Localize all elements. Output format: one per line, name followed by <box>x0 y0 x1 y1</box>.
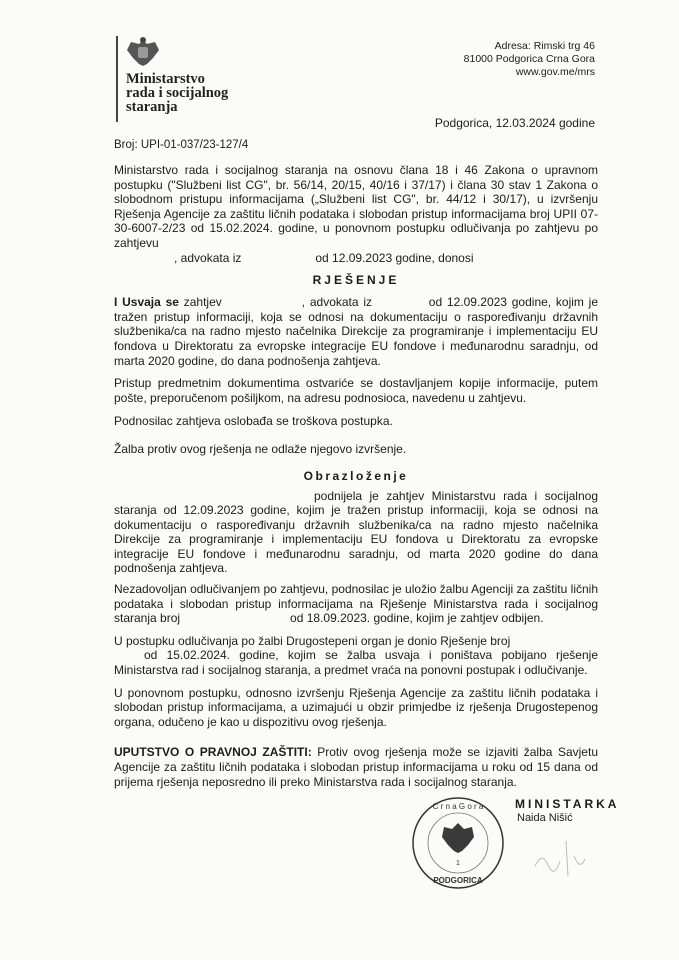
intro-tail: , advokata iz <box>174 250 242 265</box>
ministry-line: staranja <box>126 99 178 115</box>
reasoning-paragraph-2 <box>114 582 598 626</box>
document-date: Podgorica, 12.03.2024 godine <box>434 116 595 130</box>
document-number: Broj: UPI-01-037/23-127/4 <box>114 139 249 151</box>
signature-area <box>114 791 620 901</box>
text: od 15.02.2024. godine, kojim se žalba usvaja i poništava pobijano rješenje Ministarstva rad i socijalnog staranja, a predmet vraća na ponovni postupak i odlučivanje. <box>114 648 598 678</box>
signatory-name: Naida Nišić <box>517 812 573 825</box>
handwritten-signature <box>530 831 590 881</box>
website: www.gov.me/mrs <box>515 66 595 78</box>
text: podnijela je zahtjev Ministarstvu rada i socijalnog staranja od 12.09.2023 godine, kojim je tražen pristup informaciji, koja se odnosi na dokumentaciju o raspoređivanju državnih službenika/ca na radno mjesto načelnika Direkcije za programiranje i implementaciju EU fondova u Direktoratu za evropske integracije EU fondove i međunarodnu saradnju, od marta 2020 godine do dana podnošenja zahtjeva. <box>114 488 598 576</box>
intro-paragraph <box>114 163 598 265</box>
signatory-title: MINISTARKA <box>515 797 620 812</box>
text: od 18.09.2023. godine, kojim je zahtjev odbijen. <box>290 611 544 626</box>
reasoning-paragraph-1 <box>114 489 598 577</box>
official-stamp <box>410 795 506 891</box>
decision-paragraph-4: Žalba protiv ovog rješenja ne odlaže njegovo izvršenje. <box>114 441 407 456</box>
coat-of-arms-icon <box>125 36 161 68</box>
legal-remedy-label: UPUTSTVO O PRAVNOJ ZAŠTITI: <box>114 745 312 760</box>
reasoning-paragraph-4: U ponovnom postupku, odnosno izvršenju Rješenja Agencije za zaštitu ličnih podataka i slobodan pristup informacijama, a uzimajući u obzir primjedbe iz rješenja Drugostepenog organa, odučeno je kao u dispozitivu ovog rješenja. <box>114 685 598 729</box>
address-block <box>464 40 595 79</box>
ministry-name <box>126 72 228 114</box>
decision-paragraph-2: Pristup predmetnim dokumentima ostvariće se dostavljanjem kopije informacije, putem pošte, preporučenom pošiljkom, na adresu podnosioca, navedenu u zahtjevu. <box>114 376 598 405</box>
signature-block <box>515 797 619 825</box>
ministry-line: rada i socijalnog <box>126 85 229 101</box>
intro-tail: od 12.09.2023 godine, donosi <box>315 250 474 265</box>
svg-text:PODGORICA: PODGORICA <box>433 876 483 886</box>
text: od 12.09.2023 godine, kojim je tražen pristup informaciji, koja se odnosi na dokumentaciju o raspoređivanju državnih službenika/ca na radno mjesto načelnika Direkcije za programiranje i implementaciju EU fondova u Direktoratu za evropske integracije EU fondove i međunarodnu saradnju, od marta 2020 godine, do dana podnošenja zahtjeva. <box>114 295 599 368</box>
decision-paragraph-1 <box>114 295 598 368</box>
text: , advokata iz <box>301 295 373 310</box>
document-body <box>114 163 620 901</box>
text: U postupku odlučivanja po žalbi Drugostepeni organ je donio Rješenje broj <box>114 633 511 648</box>
decision-paragraph-3: Podnosilac zahtjeva oslobađa se troškova postupka. <box>114 414 393 429</box>
reasoning-title: Obrazloženje <box>303 468 409 483</box>
text: Nezadovoljan odlučivanjem po zahtjevu, podnosilac je uložio žalbu Agenciji za zaštitu ličnih podataka i slobodan pristup informacijama na Rješenje Ministarstva rada i socijalnog staranja broj <box>114 582 598 626</box>
legal-remedy <box>114 745 598 789</box>
stamp-number: 1 <box>456 860 460 868</box>
address-line: Adresa: Rimski trg 46 <box>494 40 595 52</box>
legal-remedy-text: Protiv ovog rješenja može se izjaviti žalba Savjetu Agencije za zaštitu ličnih podataka i slobodan pristup informacijama u roku od 15 dana od prijema rješenja neposredno ili preko Ministarstva rada i socijalnog staranja. <box>114 745 598 789</box>
reasoning-paragraph-3 <box>114 634 598 678</box>
address-line: 81000 Podgorica Crna Gora <box>463 53 595 65</box>
text: zahtjev <box>183 295 222 310</box>
ministry-line: Ministarstvo <box>126 71 205 87</box>
decision-title: RJEŠENJE <box>312 273 400 288</box>
intro-text: Ministarstvo rada i socijalnog staranja na osnovu člana 18 i 46 Zakona o upravnom postupku ("Službeni list CG", br. 56/14, 20/15, 40/16 i 37/17) i člana 30 stav 1 Zakona o slobodnom pristupu informacijama („Službeni list CG", br. 44/12 i 30/17), u izvršenju Rješenja Agencije za zaštitu ličnih podataka i slobodan pristup informacijama broj UPII 07-30-6007-2/23 od 15.02.2024. godine, u ponovnom postupku odlučivanja po zahtjevu po zahtjevu <box>114 163 598 250</box>
letterhead-bar <box>116 36 118 122</box>
svg-text:C r n a G o r a: C r n a G o r a <box>432 802 484 812</box>
decision-lead: I Usvaja se <box>114 295 179 310</box>
